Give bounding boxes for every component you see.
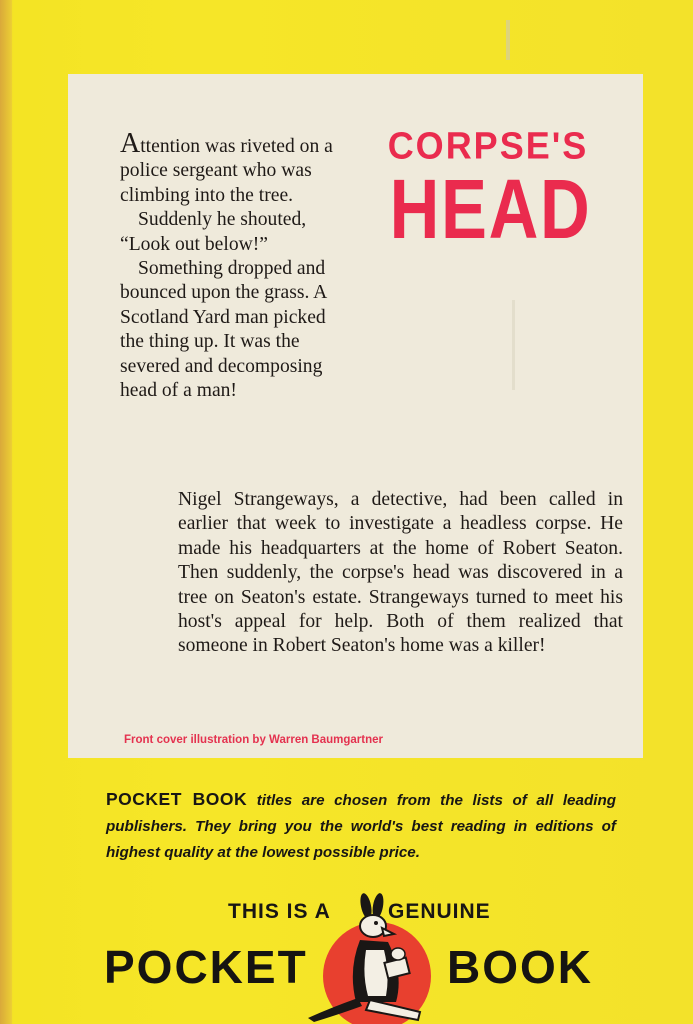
- genuine-left: THIS IS A: [228, 900, 331, 923]
- title-line-1: CORPSE'S: [387, 123, 589, 167]
- illustration-credit: Front cover illustration by Warren Baumgartner: [124, 734, 384, 746]
- excerpt-paragraph-1-text: ttention was riveted on a police sergeant who was climbing into the tree.: [120, 136, 333, 206]
- genuine-right: GENUINE: [388, 900, 491, 923]
- text-panel: [68, 74, 643, 758]
- logo-word-pocket: POCKET: [104, 941, 308, 993]
- plot-summary: Nigel Strangeways, a detective, had been called in earlier that week to investigate a headless corpse. He made his headquarters at the home of Robert Seaton. Then suddenly, the corpse's head was discovered in a tree on Seaton's estate. Strangeways turned to meet his host's appeal for help. Both of them realized that someone in Robert Seaton's home was a killer!: [178, 489, 623, 657]
- excerpt-paragraph-2: Suddenly he shouted, “Look out below!”: [120, 209, 307, 255]
- opening-excerpt: [120, 128, 352, 403]
- publisher-blurb: [106, 786, 616, 866]
- spine-edge: [0, 0, 12, 1024]
- wear-mark: [512, 300, 515, 390]
- excerpt-paragraph-3: Something dropped and bounced upon the grass. A Scotland Yard man picked the thing up. It was the severed and decomposing head of a man!: [120, 258, 327, 402]
- logo-word-book: BOOK: [447, 941, 593, 993]
- title-line-2: HEAD: [389, 162, 592, 256]
- book-title: [368, 123, 608, 256]
- wear-mark: [506, 20, 510, 60]
- kangaroo-reading-icon: [300, 890, 450, 1024]
- excerpt-paragraph-1: [120, 128, 352, 208]
- drop-cap: A: [120, 128, 141, 159]
- blurb-brand: POCKET BOOK: [106, 789, 248, 809]
- blurb-text: titles are chosen from the lists of all leading publishers. They bring you the world's best reading in editions of highest quality at the lowest possible price.: [106, 792, 616, 861]
